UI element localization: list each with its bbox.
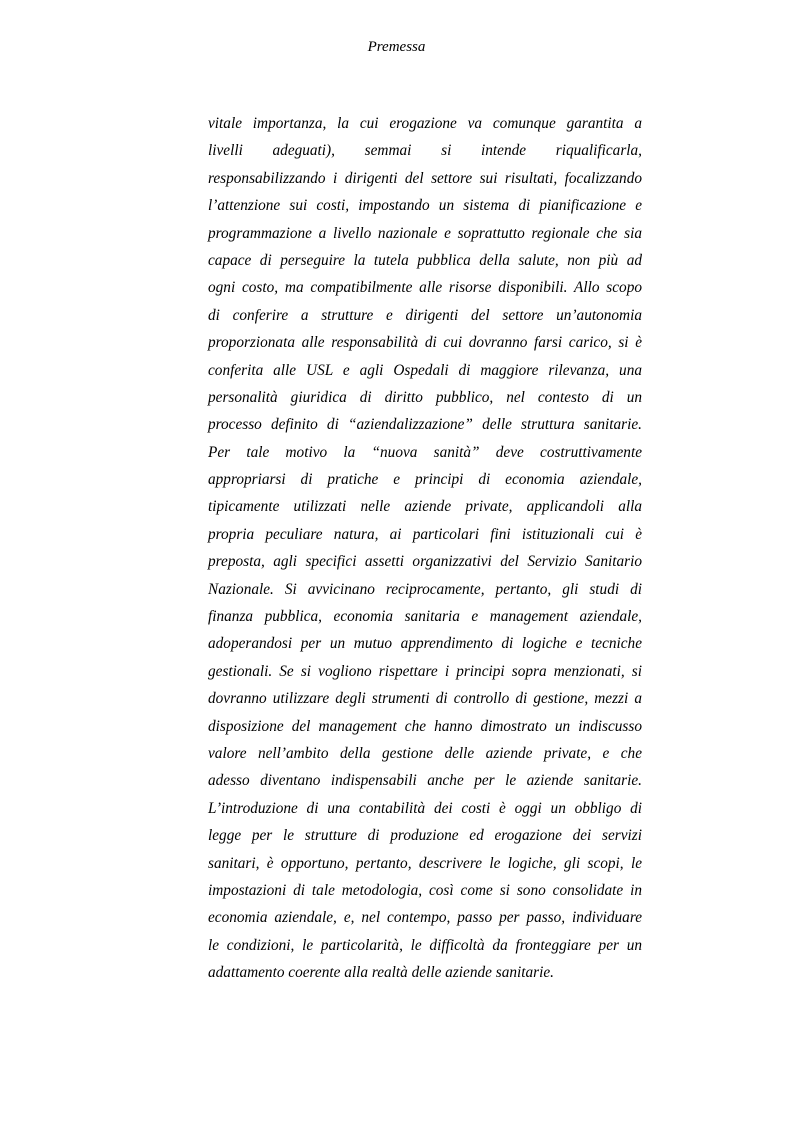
paragraph-line: sanitari, è opportuno, pertanto, descrivere le logiche, gli scopi, le xyxy=(208,854,642,872)
paragraph-line: ogni costo, ma compatibilmente alle risorse disponibili. Allo scopo xyxy=(208,279,642,297)
paragraph-line: l’attenzione sui costi, impostando un sistema di pianificazione e xyxy=(208,197,642,215)
paragraph-line: L’introduzione di una contabilità dei costi è oggi un obbligo di xyxy=(208,799,642,817)
paragraph-line: propria peculiare natura, ai particolari fini istituzionali cui è xyxy=(208,525,642,543)
paragraph-line: tipicamente utilizzati nelle aziende private, applicandoli alla xyxy=(208,498,642,516)
paragraph-line: programmazione a livello nazionale e soprattutto regionale che sia xyxy=(208,224,642,242)
page-header-title: Premessa xyxy=(367,39,426,55)
paragraph-line: disposizione del management che hanno dimostrato un indiscusso xyxy=(208,717,642,735)
paragraph-line: adesso diventano indispensabili anche per le aziende sanitarie. xyxy=(208,772,642,790)
paragraph-line: impostazioni di tale metodologia, così come si sono consolidate in xyxy=(208,881,642,899)
paragraph-line: le condizioni, le particolarità, le difficoltà da fronteggiare per un xyxy=(208,936,642,954)
paragraph-line: adattamento coerente alla realtà delle aziende sanitarie. xyxy=(208,964,554,982)
body-paragraph xyxy=(208,110,642,987)
paragraph-line: proporzionata alle responsabilità di cui dovranno farsi carico, si è xyxy=(208,334,642,352)
paragraph-line: economia aziendale, e, nel contempo, passo per passo, individuare xyxy=(208,909,642,927)
paragraph-line: appropriarsi di pratiche e principi di economia aziendale, xyxy=(208,471,642,489)
paragraph-line: Per tale motivo la “nuova sanità” deve costruttivamente xyxy=(208,443,642,461)
paragraph-line: Nazionale. Si avvicinano reciprocamente, pertanto, gli studi di xyxy=(208,580,642,598)
paragraph-line: di conferire a strutture e dirigenti del settore un’autonomia xyxy=(208,306,642,324)
paragraph-line: responsabilizzando i dirigenti del settore sui risultati, focalizzando xyxy=(208,169,642,187)
paragraph-line: finanza pubblica, economia sanitaria e management aziendale, xyxy=(208,608,642,626)
paragraph-line: dovranno utilizzare degli strumenti di controllo di gestione, mezzi a xyxy=(208,690,642,708)
paragraph-line: preposta, agli specifici assetti organizzativi del Servizio Sanitario xyxy=(208,553,642,571)
paragraph-line: personalità giuridica di diritto pubblico, nel contesto di un xyxy=(208,388,642,406)
paragraph-line: gestionali. Se si vogliono rispettare i principi sopra menzionati, si xyxy=(208,662,642,680)
paragraph-line: vitale importanza, la cui erogazione va comunque garantita a xyxy=(208,115,642,132)
paragraph-line: conferita alle USL e agli Ospedali di maggiore rilevanza, una xyxy=(208,361,642,379)
paragraph-line: legge per le strutture di produzione ed erogazione dei servizi xyxy=(208,827,642,845)
paragraph-line: livelli adeguati), semmai si intende riqualificarla, xyxy=(208,142,642,160)
paragraph-line: processo definito di “aziendalizzazione” delle struttura sanitarie. xyxy=(208,416,642,434)
paragraph-line: capace di perseguire la tutela pubblica della salute, non più ad xyxy=(208,251,642,269)
paragraph-line: valore nell’ambito della gestione delle aziende private, e che xyxy=(208,744,642,762)
paragraph-line: adoperandosi per un mutuo apprendimento di logiche e tecniche xyxy=(208,635,642,653)
